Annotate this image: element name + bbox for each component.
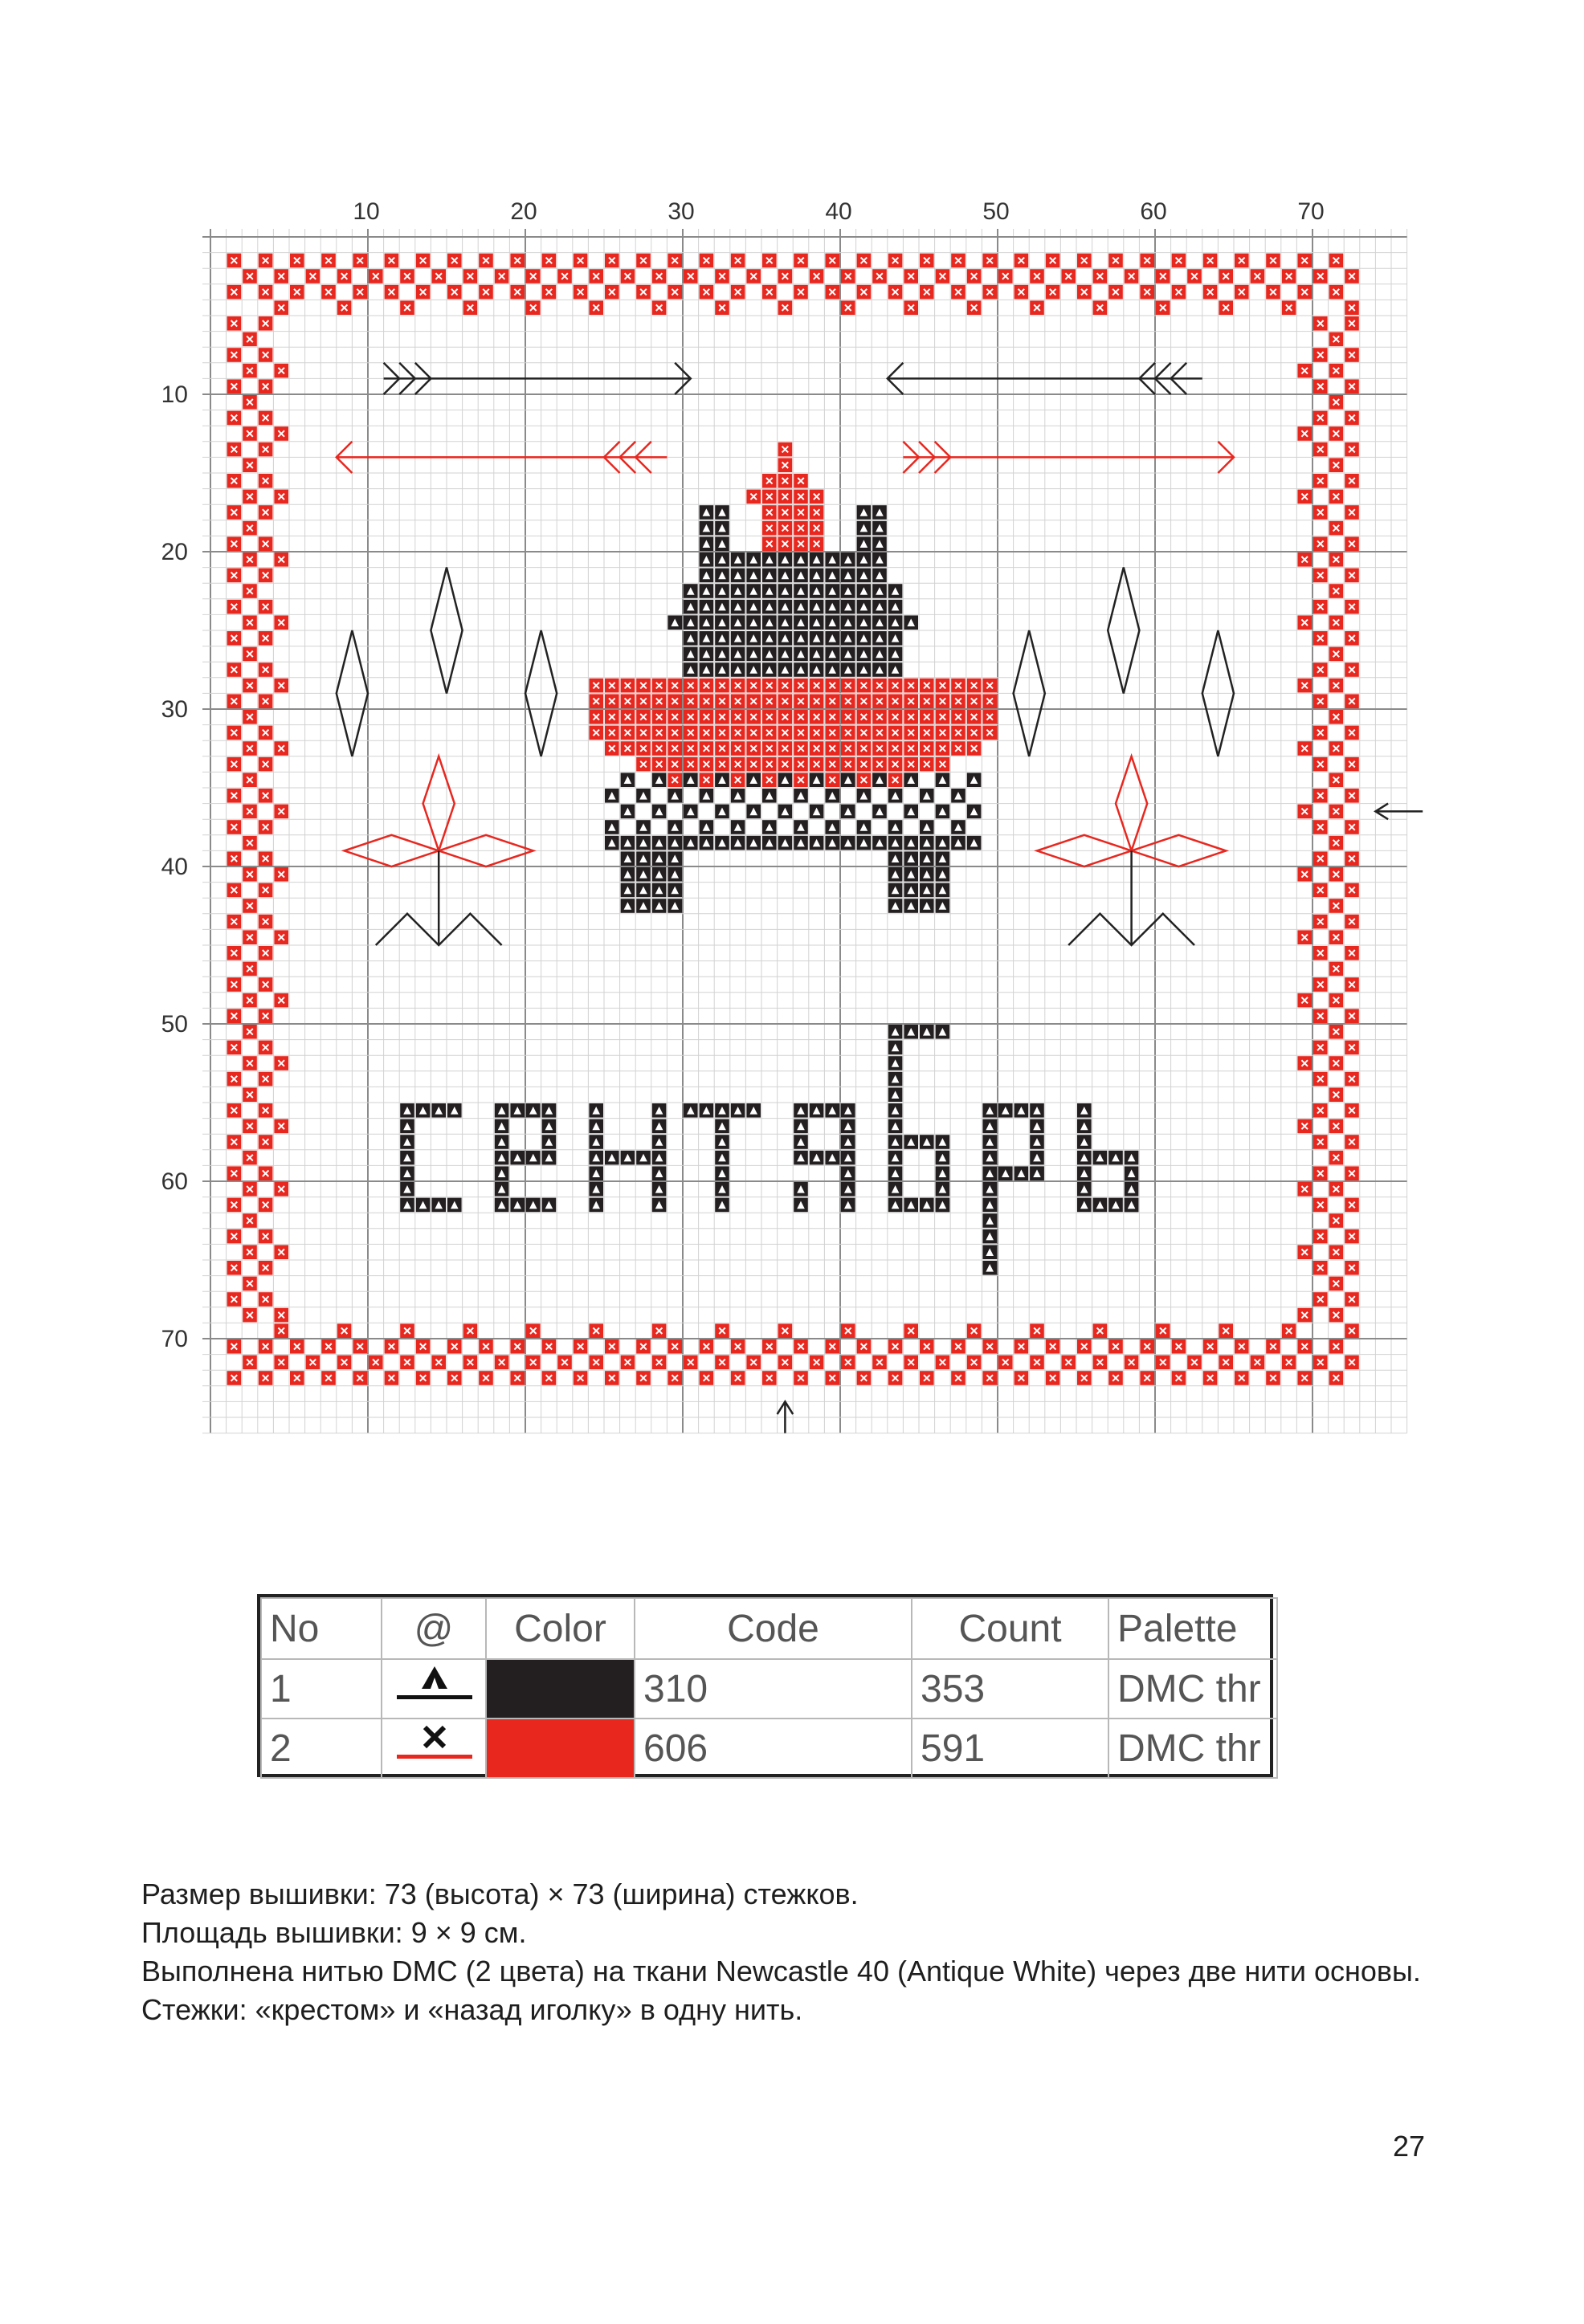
legend-header-row (261, 1598, 1277, 1659)
y-axis-label: 20 (161, 539, 188, 565)
size-line: Размер вышивки: 73 (высота) × 73 (ширина) стежков. (141, 1878, 859, 1910)
cross-mark-icon (382, 1719, 486, 1778)
triangle-mark-icon (382, 1659, 486, 1719)
x-axis-label: 20 (510, 198, 537, 225)
header-color: Color (486, 1598, 635, 1659)
header-count: Count (912, 1598, 1108, 1659)
legend-row (261, 1719, 1277, 1778)
legend-row (261, 1659, 1277, 1719)
row-count: 353 (912, 1659, 1108, 1719)
page-number: 27 (1392, 2130, 1425, 2163)
x-axis-label: 70 (1297, 198, 1325, 225)
x-axis-label: 60 (1140, 198, 1167, 225)
stitches-line: Стежки: «крестом» и «назад иголку» в одну нить. (141, 1993, 803, 2026)
row-no: 1 (261, 1659, 382, 1719)
y-axis-label: 30 (161, 696, 188, 723)
thread-legend-table (257, 1594, 1273, 1777)
row-count: 591 (912, 1719, 1108, 1778)
y-axis-label: 70 (161, 1326, 188, 1352)
x-axis-label: 30 (667, 198, 695, 225)
embroidery-description (141, 1875, 1427, 2029)
color-swatch-black (486, 1659, 635, 1719)
header-no: No (261, 1598, 382, 1659)
x-axis-label: 10 (353, 198, 380, 225)
row-palette: DMC thr (1108, 1719, 1277, 1778)
area-line: Площадь вышивки: 9 × 9 см. (141, 1916, 527, 1949)
y-axis-label: 40 (161, 854, 188, 880)
header-palette: Palette (1108, 1598, 1277, 1659)
y-axis-label: 60 (161, 1168, 188, 1195)
y-axis-label: 50 (161, 1011, 188, 1038)
header-code: Code (635, 1598, 912, 1659)
header-symbol: @ (382, 1598, 486, 1659)
row-code: 606 (635, 1719, 912, 1778)
x-axis-label: 40 (825, 198, 852, 225)
color-swatch-red (486, 1719, 635, 1778)
thread-line: Выполнена нитью DMC (2 цвета) на ткани Newcastle 40 (Antique White) через две нити основы. (141, 1955, 1421, 1988)
pattern-grid (120, 177, 1430, 1478)
row-no: 2 (261, 1719, 382, 1778)
cross-stitch-chart (120, 177, 1430, 1478)
row-code: 310 (635, 1659, 912, 1719)
y-axis-label: 10 (161, 381, 188, 408)
x-axis-label: 50 (982, 198, 1010, 225)
row-palette: DMC thr (1108, 1659, 1277, 1719)
